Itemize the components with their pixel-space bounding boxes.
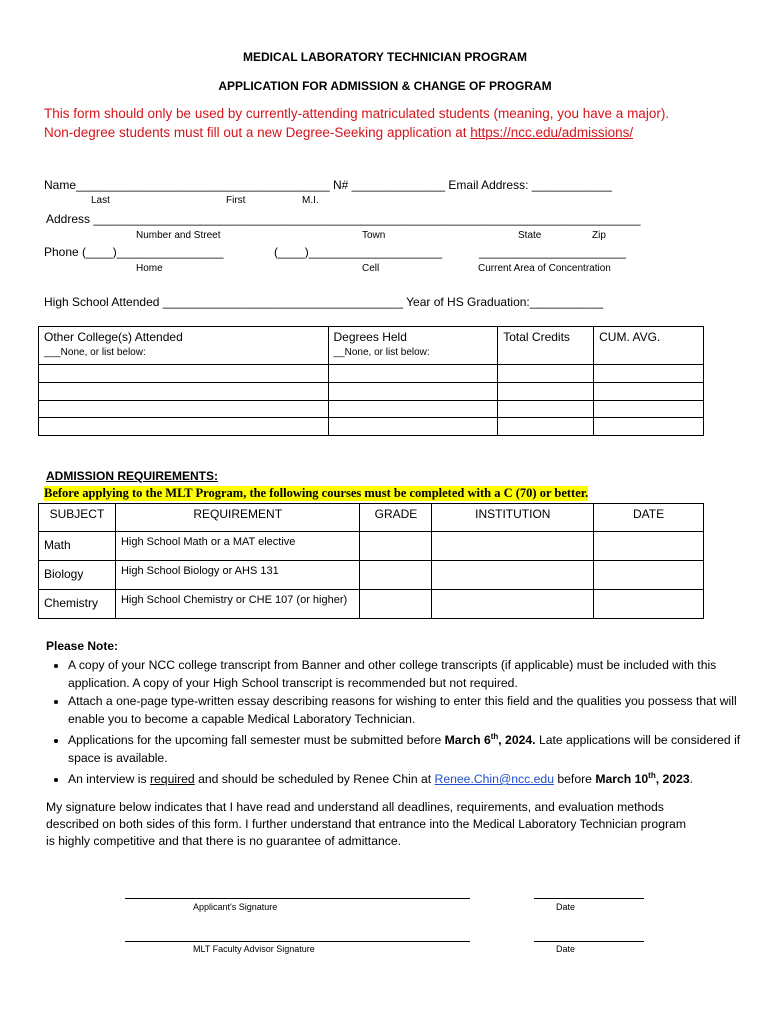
table-row [39, 401, 704, 418]
table-cell[interactable] [594, 418, 704, 436]
advisor-date-line[interactable] [534, 941, 644, 942]
notes-heading: Please Note: [46, 639, 119, 653]
notes-list [46, 656, 758, 788]
table-row [39, 418, 704, 436]
admissions-link[interactable]: https://ncc.edu/admissions/ [470, 125, 634, 140]
colleges-header-row [39, 327, 704, 365]
note-interview-mid: and should be scheduled by Renee Chin at [194, 772, 435, 787]
phone-cell-line[interactable]: (____)____________________ [274, 245, 443, 259]
note-deadline [68, 728, 758, 767]
advisor-email-link[interactable]: Renee.Chin@ncc.edu [434, 772, 554, 787]
table-cell[interactable] [328, 365, 498, 383]
number-street-label: Number and Street [136, 230, 221, 241]
date-cell[interactable] [594, 590, 704, 619]
subject-cell: Math [39, 532, 116, 561]
institution-cell[interactable] [432, 561, 594, 590]
table-cell[interactable] [328, 418, 498, 436]
grade-cell[interactable] [360, 590, 432, 619]
requirement-cell: High School Biology or AHS 131 [115, 561, 360, 590]
table-cell[interactable] [594, 401, 704, 418]
degree-hint: __None, or list below: [333, 347, 430, 358]
deadline-date-text: March 6 [444, 733, 491, 748]
town-label: Town [362, 230, 386, 241]
institution-header: INSTITUTION [432, 504, 594, 532]
grade-cell[interactable] [360, 561, 432, 590]
applicant-signature-label: Applicant's Signature [193, 902, 278, 912]
deadline-year: , 2024. [498, 733, 536, 748]
table-row [39, 561, 704, 590]
table-cell[interactable] [39, 401, 329, 418]
date-cell[interactable] [594, 561, 704, 590]
note-transcript: • A copy of your NCC college transcript from Banner and other college transcripts (if applicable) must be included with this application. A copy of your High School transcript is recommended but not required. [68, 656, 758, 692]
table-row [39, 365, 704, 383]
note-interview-end: . [689, 772, 694, 787]
note-interview-text: An interview is [68, 772, 150, 787]
advisor-signature-line[interactable] [125, 941, 470, 942]
degree-header: Degrees Held [333, 330, 407, 344]
note-essay: • Attach a one-page type-written essay describing reasons for wishing to enter this field and the qualities you possess that will enable you to become a capable Medical Laboratory Technician. [68, 692, 758, 728]
requirement-cell: High School Chemistry or CHE 107 (or higher) [115, 590, 360, 619]
deadline-date [445, 733, 536, 747]
requirement-cell: High School Math or a MAT elective [115, 532, 360, 561]
table-cell[interactable] [498, 401, 594, 418]
address-line[interactable]: Address __________________________________________________________________________________ [46, 212, 641, 226]
notice-line-1: This form should only be used by currently-attending matriculated students (meaning, you have a major). [44, 106, 670, 121]
institution-cell[interactable] [432, 532, 594, 561]
interview-required: required [149, 772, 195, 787]
cell-label: Cell [362, 263, 380, 274]
grade-header: GRADE [360, 504, 432, 532]
applicant-signature-line[interactable] [125, 898, 470, 899]
statement-line-1: My signature below indicates that I have read and understand all deadlines, requirements, and evaluation methods [46, 800, 664, 814]
table-cell[interactable] [39, 418, 329, 436]
table-row [39, 532, 704, 561]
concentration-line[interactable]: ______________________ [479, 245, 626, 259]
table-cell[interactable] [594, 383, 704, 401]
colleges-cell[interactable] [594, 327, 704, 365]
colleges-cell[interactable] [39, 327, 329, 365]
statement-line-3: is highly competitive and that there is no guarantee of admittance. [46, 834, 402, 848]
state-label: State [518, 230, 542, 241]
note-deadline-suffix: Late applications will be considered if space is available. [68, 733, 741, 766]
deadline-date-sup: th [490, 732, 499, 741]
subject-cell: Chemistry [39, 590, 116, 619]
admission-heading: ADMISSION REQUIREMENTS: [46, 469, 219, 483]
colleges-cell[interactable] [328, 327, 498, 365]
table-cell[interactable] [498, 383, 594, 401]
table-row [39, 383, 704, 401]
college-hint: ___None, or list below: [44, 347, 146, 358]
note-interview [68, 767, 758, 788]
zip-label: Zip [592, 230, 606, 241]
date-header: DATE [594, 504, 704, 532]
subject-cell: Biology [39, 561, 116, 590]
table-cell[interactable] [498, 365, 594, 383]
requirements-table [38, 503, 704, 619]
statement-line-2: described on both sides of this form. I further understand that entrance into the Medical Laboratory Technician program [46, 817, 686, 831]
signature-statement [46, 799, 686, 850]
notice-line-2 [44, 125, 633, 140]
requirement-header: REQUIREMENT [115, 504, 360, 532]
note-interview-before: before [553, 772, 596, 787]
note-deadline-text: Applications for the upcoming fall semester must be submitted before [68, 733, 445, 748]
interview-date-text: March 10 [595, 772, 649, 787]
name-mi-label: M.I. [302, 195, 319, 206]
phone-home-line[interactable]: Phone (____)________________ [44, 245, 224, 259]
table-cell[interactable] [39, 383, 329, 401]
table-cell[interactable] [39, 365, 329, 383]
college-header: Other College(s) Attended [44, 330, 183, 344]
name-first-label: First [226, 195, 246, 206]
advisor-date-label: Date [556, 944, 576, 954]
table-cell[interactable] [328, 401, 498, 418]
subject-header: SUBJECT [39, 504, 116, 532]
high-school-line[interactable]: High School Attended ____________________________________ Year of HS Graduation:___________ [44, 295, 604, 309]
credits-header: Total Credits [503, 330, 570, 344]
form-subtitle: APPLICATION FOR ADMISSION & CHANGE OF PROGRAM [218, 79, 552, 93]
table-cell[interactable] [498, 418, 594, 436]
institution-cell[interactable] [432, 590, 594, 619]
table-cell[interactable] [594, 365, 704, 383]
interview-date [595, 772, 689, 786]
interview-date-sup: th [648, 771, 656, 781]
admission-subheading: Before applying to the MLT Program, the following courses must be completed with a C (70) or better. [44, 486, 589, 500]
applicant-date-label: Date [556, 902, 576, 912]
grade-cell[interactable] [360, 532, 432, 561]
applicant-date-line[interactable] [534, 898, 644, 899]
colleges-table [38, 326, 704, 436]
name-last-label: Last [91, 195, 110, 206]
name-line[interactable]: Name______________________________________ N# ______________ Email Address: ____________ [44, 178, 612, 192]
avg-header: CUM. AVG. [599, 330, 661, 344]
colleges-cell[interactable] [498, 327, 594, 365]
interview-year: , 2023 [655, 772, 690, 787]
notice-line-2-text: Non-degree students must fill out a new Degree-Seeking application at [44, 125, 471, 140]
advisor-signature-label: MLT Faculty Advisor Signature [193, 944, 315, 954]
table-cell[interactable] [328, 383, 498, 401]
date-cell[interactable] [594, 532, 704, 561]
requirements-header-row [39, 504, 704, 532]
form-title: MEDICAL LABORATORY TECHNICIAN PROGRAM [242, 50, 527, 64]
home-label: Home [136, 263, 163, 274]
table-row [39, 590, 704, 619]
concentration-label: Current Area of Concentration [478, 263, 611, 274]
